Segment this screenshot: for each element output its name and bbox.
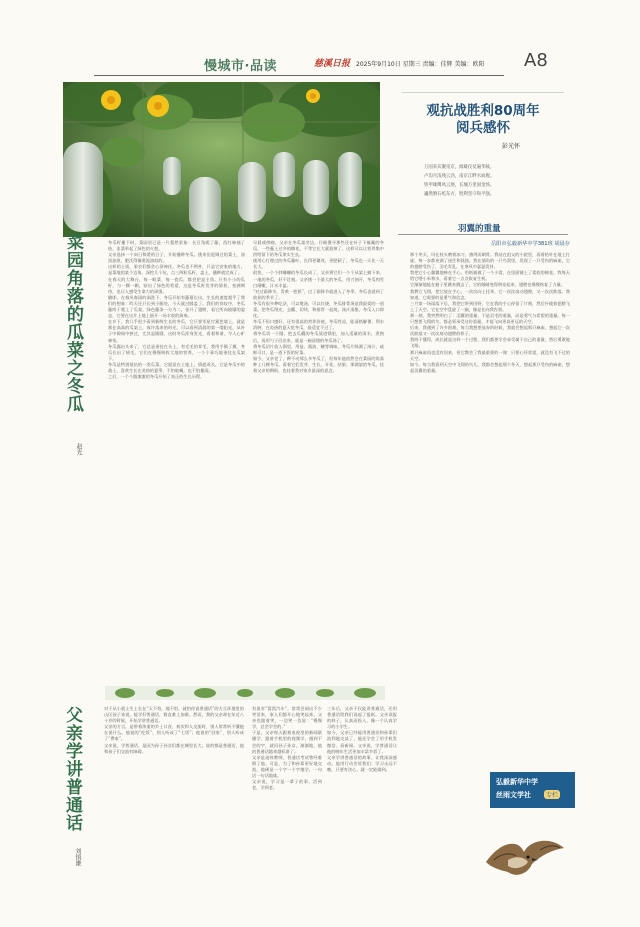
article3-body-col1: 对于从小就土生土长在“天不怕，地不怕，就怕你说普通话”的方言环境里的山区孩子来说，能学好普通话，简直难上加难。然而，我的父亲却在年近八十岁的时候，开始学讲普通话。 父亲的方言，是带着浓重的乡土口音，初次和人交流时，别人常常听不懂他在说什么。他说的“吃饭”，别人听成了“七饭”；他说的“回家”，别人听成了“费家”。 父亲说，学普通话，是因为孙子孙女们都在城里长大，说的都是普通话，他和孩子们交流有障碍。 — [104, 706, 244, 754]
sparrow-icon — [480, 830, 568, 894]
leaf-pattern-icon — [105, 686, 385, 700]
article-author-putonghua: 刘慎雄 — [74, 848, 81, 866]
poem-author: 彭光怀 — [502, 143, 521, 150]
page-header — [94, 50, 552, 76]
poem-text: 万国来宾聚帝京，闻雄仪仗遍华陵。 卢沟月浅残云劲，南京江畔水血腥。 铁甲雄鹰风云展，长城万里固金汤。 巍然磐石屹东方，胜利坚守和平强。 — [424, 165, 495, 197]
literary-society-badge — [490, 772, 575, 808]
article3-body-col2: 有说有“窝窝汽车”，常常会闹出不少笑话来，家人们都开心地笑起来。父亲也跟着笑，一边笑一边说：“慢慢学，总会学会的。” 于是，父亲每天跟着电视里的新闻联播学，跟着手机里的视频学，遇到不会的字，就问孙子孙女。渐渐地，他的普通话越来越标准了。 父亲是退休教师，普通话考试曾经难倒了他。可是，为了和孙辈更好地交流，他硬是一个字一个字地学，一句话一句话地练。 父亲说，学习是一辈子的事，活到老，学到老。 — [252, 706, 322, 791]
sparrow-illustration — [480, 830, 568, 894]
poem-box — [402, 92, 564, 211]
article2-title: 羽翼的重量 — [455, 222, 504, 234]
section-title: 慢城市·品读 — [204, 59, 277, 74]
page-number: A8 — [524, 50, 548, 71]
winter-melon-photo — [63, 82, 380, 237]
poem-title: 观抗战胜利80周年 阅兵感怀 — [426, 103, 540, 136]
badge-line2: 丝雨文学社 — [496, 791, 531, 799]
badge-tag: 专栏 — [546, 792, 559, 799]
article2-byline: 岳阳市弘毅新华中学381班 胡晨存 — [491, 241, 570, 247]
leaf-separator-band — [105, 685, 385, 699]
article-body-col2: 早晨或傍晚，父亲在冬瓜架旁边，仔细搜寻那些还在叶子下躲藏的冬瓜，一些藤上过多的雌花，不等它长大就掐掉了，这样可以让营养集中供给留下的冬瓜果实生长。 使用心打理过的冬瓜藤叶，长得更繁茂，更肥硕了，冬瓜也一天比一天长大。 很快，一个个胖嘟嘟的冬瓜长成了，父亲将它们一个个从架上摘下来，一地的冬瓜，好不壮观。父亲挑一个最大的冬瓜，用刀剖开，冬瓜肉雪白细嫩，汁水丰盈。 “对过霜降节，青黄一把抓”，过了霜降节就进入了冬季，冬瓜也就到了收获的季节了。 冬瓜有很多种吃法，可以煲汤，可以红烧，冬瓜排骨汤是我最爱的一道菜。把冬瓜削皮、去瓤、切块，和排骨一起炖，汤汁清甜，冬瓜入口即化。 冬瓜不但口感好，还有很高的营养价值。冬瓜性凉，能清热解暑、利水消肿，在炎热的夏天吃冬瓜，最适宜不过了。 将冬瓜切一个圆，把去瓜瓤的冬瓜放进锅里，加入适量的清水，煮熟后，再用勺子舀出来，就是一碗清甜的冬瓜汤了。 将冬瓜切片放入锅里，用盐、酱油、糖等调味，冬瓜片吸满了汤汁，咸鲜可口，是一道下饭的好菜。 如今，父亲老了，种不动那么多冬瓜了，但每年他依然会在菜园的角落种上几棵冬瓜，看着它们发芽、生长、开花、结果。那满架的冬瓜，挂着父亲的期盼，也挂着我对家乡最深的思念。 — [253, 240, 384, 373]
article2-header-rule — [398, 234, 568, 235]
header-rule — [94, 75, 504, 76]
winter-melon-illustration — [63, 82, 380, 237]
article-title-putonghua: 父亲学讲普通话 — [62, 706, 82, 832]
article-author-winter-melon: 赵光 — [75, 443, 82, 455]
article-body-col1: 冬瓜籽播下时，菜园里已是一片葱然景象：长豆角爬了藤，西红柿抽了枝，韭菜举起了绿色的火把。 父亲选择一个向日和缓的日子，开始播种冬瓜。挑来田泥调过的菜土，油黑油黑，肥沃得像要流油似的。 这样的土质，果农们都会心领神往。冬瓜也不例外，只是它安家的地方，是菜地的某个边角。深挖几个坑，点三两粒瓜籽，盖土，播种就完成了。 在春天的大舞台，每一畦菜、每一瓷瓜，都会把是主角。只有小小的瓜籽，与一颗一颗，钻出了绿色的希望，这是冬瓜籽发芽的情景，充满期待，也让人感受生命力的顽强。 随即，在春风春雨的洞洗下，冬瓜开始有藤蔓长出，生长的速度超乎了我们的想象：昨天还只长到小腿处，今天就过膝盖了。我们的惊叹中，冬瓜藤终于爬上了瓜架，绿色藤条一分为二，张开了翅膀，看它所向披靡的姿态，它要在这片土地上展开一场丰收的演奏。 在乡下，我几乎很少看到新鲜生长的冬瓜，它只要零星打篱笆墙上，就是那在高高的瓜架上，或许落来的时光，可以看到清晨的第一缕阳光，从叶子中隙间中挤过，尤其是圆圆，这时冬瓜浑身发光，看着和谐，令人心旷神怡。 冬瓜露出头来了，它总是垂挂在头上，有毛毛的茸毛，我用手摸了摸，冬瓜长出了绒毛，它们在慢慢吸收大地的营养，一个个乖巧地垂挂在瓜架下。 冬瓜是特别抵抗的一类瓜菜，它愿意在土地上，情愿成长，它是冬瓜中的战士，喜欢生长在炎热的夏季，不怕蚊蝇，也不怕暴雨。 之后，一个个圆滚滚的冬瓜开始了真正的生长历程。 — [108, 240, 245, 380]
article-title-winter-melon: 菜园角落的瓜菜之冬瓜 — [63, 233, 83, 413]
article2-body: 那个冬天，风在枝头磨着冰刀，凛冽而刺骨。我站在祖父的小院里，看着枯叶在地上打旋，每一步都充满了迷茫和孤独。我在墙角的一只鸟窝里，发现了一只受伤的麻雀，它的翅膀受伤了，羽毛零乱，在寒风中瑟瑟发抖。 我把它小心翼翼地捧在手心，用纸箱做了一个小窝，在里面铺上了柔软的棉花。我每天给它喂小米和水，看着它一点点恢复生机。 它渐渐地能在箱子里跳来跳去了，它的眼睛变得明亮起来，翅膀也慢慢恢复了力量。 我教它飞翔，把它放在手心，一次次向上托举，它一次次扇动翅膀，又一次次跌落。我知道，它需要的是勇气和信念。 三月第一场雨落下后，我把它带到田野，它在我的手心停留了片刻，然后扑棱着翅膀飞上了天空。它在空中盘旋了一圈，像是在向我告别。 那一刻，我突然明白了：羽翼的重量，不是羽毛的重量，而是勇气与希望的重量。每一只想要飞翔的鸟，都必须承受这份重量，才能飞向更高更远的天空。 后来，我遇到了许多困难，每当我想要放弃的时候，我就会想起那只麻雀，想起它一次次跌落又一次次扇动翅膀的样子。 我终于懂得，成长就是这样一个过程，我们都要学会承受属于自己的重量，然后勇敢地飞翔。 那只麻雀再也没有回来，但它教会了我最重要的一课：只要心怀希望，就没有飞不过的天空。 如今，每当我看到天空中飞翔的鸟儿，我都会想起那个冬天，想起那只受伤的麻雀，想起羽翼的重量。 — [410, 252, 570, 373]
dateline: 2025年9月10日 星期三 责编：佳辉 美编：欧阳 — [356, 61, 485, 68]
masthead-logo: 慈溪日报 — [314, 59, 351, 69]
article3-body-col3: 三年后，父亲不仅能讲普通话，还用普通话给我们读起了报纸。父亲读报的样子，认真而投入，像一个认真学习的小学生。 如今，父亲已经能用普通话和孙辈们流利地交谈了，他还学会了用手机发微信、看新闻。父亲说，学普通话让他的晚年生活更加丰富多彩了。 父亲学讲普通话的故事，让我深深感动。他用行动告诉我们：学习永远不晚，只要有决心，就一定能做到。 — [327, 706, 397, 772]
badge-line1: 弘毅新华中学 — [496, 778, 538, 786]
